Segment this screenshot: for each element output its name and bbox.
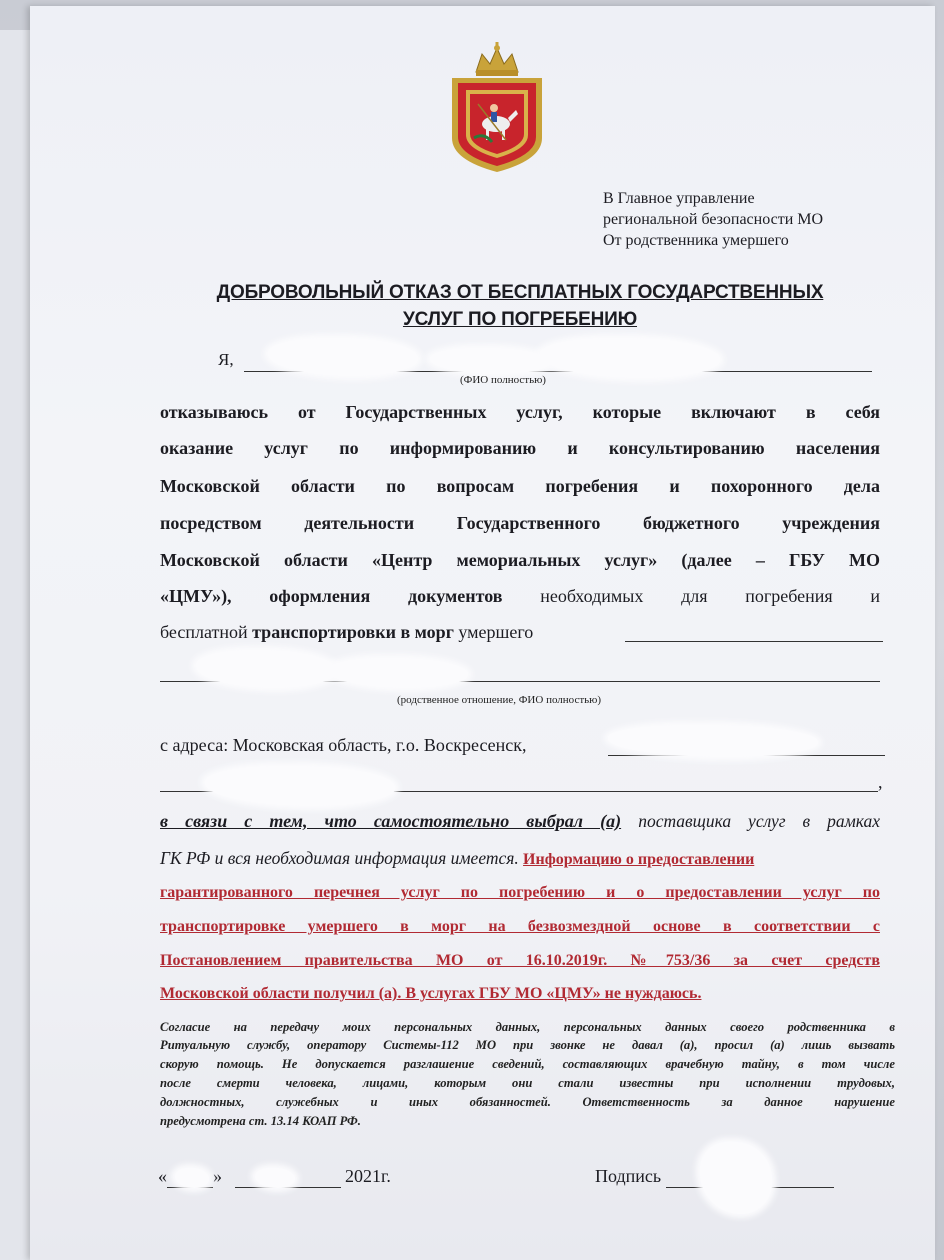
body-line-2: оказание услуг по информированию и консультированию населения bbox=[160, 438, 880, 458]
body-line-1: отказываюсь от Государственных услуг, которые включают в себя bbox=[160, 402, 880, 422]
choice-line-2-red: Информацию о предоставлении bbox=[523, 851, 755, 868]
consent-line-3: скорую помощь. Не допускается разглашение сведений, составляющих врачебную тайну, в том числе bbox=[160, 1057, 895, 1071]
choice-rest: поставщика услуг в рамках bbox=[638, 811, 881, 831]
relation-caption: (родственное отношение, ФИО полностью) bbox=[397, 694, 602, 706]
choice-emphasis: в связи с тем, что самостоятельно выбрал (а) bbox=[160, 811, 622, 831]
consent-line-2: Ритуальную службу, оператору Системы-112 МО при звонке не давал (а), просил (а) лишь вызвать bbox=[160, 1038, 895, 1052]
addressee-line-2: региональной безопасности МО bbox=[603, 211, 824, 228]
body-line-7-bold: транспортировки в морг bbox=[252, 622, 454, 642]
consent-line-1: Согласие на передачу моих персональных данных, персональных данных своего родственника в bbox=[160, 1020, 895, 1034]
choice-line-1 bbox=[160, 811, 880, 832]
addressee-line-1: В Главное управление bbox=[603, 190, 755, 207]
signature-label: Подпись bbox=[595, 1166, 662, 1186]
consent-line-5: должностных, служебных и иных обязанностей. Ответственность за данное нарушение bbox=[160, 1095, 895, 1109]
fio-prefix: Я, bbox=[218, 350, 234, 369]
deceased-field[interactable] bbox=[625, 641, 883, 642]
red-line-3: Постановлением правительства МО от 16.10.2019г. №753/36 за счет средств bbox=[160, 952, 880, 969]
address-prefix: с адреса: Московская область, г.о. Воскресенск, bbox=[160, 735, 527, 755]
red-line-1: гарантированного перечнея услуг по погребению и о предоставлении услуг по bbox=[160, 884, 880, 901]
body-line-5: Московской области «Центр мемориальных услуг» (далее – ГБУ МО bbox=[160, 550, 880, 570]
consent-line-4: после смерти человека, лицами, которым они стали известны при исполнении трудовых, bbox=[160, 1076, 895, 1090]
document-title-line-2: УСЛУГ ПО ПОГРЕБЕНИЮ bbox=[402, 309, 638, 330]
body-line-3: Московской области по вопросам погребения и похоронного дела bbox=[160, 476, 880, 496]
body-line-7-plain-1: бесплатной bbox=[160, 622, 248, 642]
body-line-4: посредством деятельности Государственного бюджетного учреждения bbox=[160, 513, 880, 533]
addressee-line-3: От родственника умершего bbox=[603, 232, 789, 249]
underlying-sheet bbox=[0, 30, 34, 1260]
body-line-7-plain-2: умершего bbox=[458, 622, 534, 642]
red-line-2: транспортировке умершего в морг на безвозмездной основе в соответствии с bbox=[160, 918, 880, 935]
addressee-block bbox=[603, 188, 823, 251]
fio-caption: (ФИО полностью) bbox=[460, 374, 546, 386]
coat-of-arms-icon bbox=[446, 42, 548, 174]
date-quote-open: « bbox=[158, 1166, 167, 1186]
body-line-7 bbox=[160, 622, 533, 643]
date-quote-close: » bbox=[213, 1166, 222, 1186]
choice-line-2 bbox=[160, 848, 754, 869]
red-line-4: Московской области получил (а). В услугах ГБУ МО «ЦМУ» не нуждаюсь. bbox=[160, 985, 702, 1002]
date-year: 2021г. bbox=[345, 1166, 391, 1186]
consent-line-6: предусмотрена ст. 13.14 КОАП РФ. bbox=[160, 1114, 361, 1128]
choice-line-2-italic: ГК РФ и вся необходимая информация имеется. bbox=[160, 848, 519, 868]
body-line-6-plain: необходимых для погребения и bbox=[540, 586, 880, 606]
body-line-6 bbox=[160, 586, 880, 607]
document-title-line-1: ДОБРОВОЛЬНЫЙ ОТКАЗ ОТ БЕСПЛАТНЫХ ГОСУДАРСТВЕННЫХ bbox=[216, 282, 824, 303]
body-line-6-bold: «ЦМУ»), оформления документов bbox=[160, 586, 503, 606]
address-comma: , bbox=[878, 772, 883, 792]
